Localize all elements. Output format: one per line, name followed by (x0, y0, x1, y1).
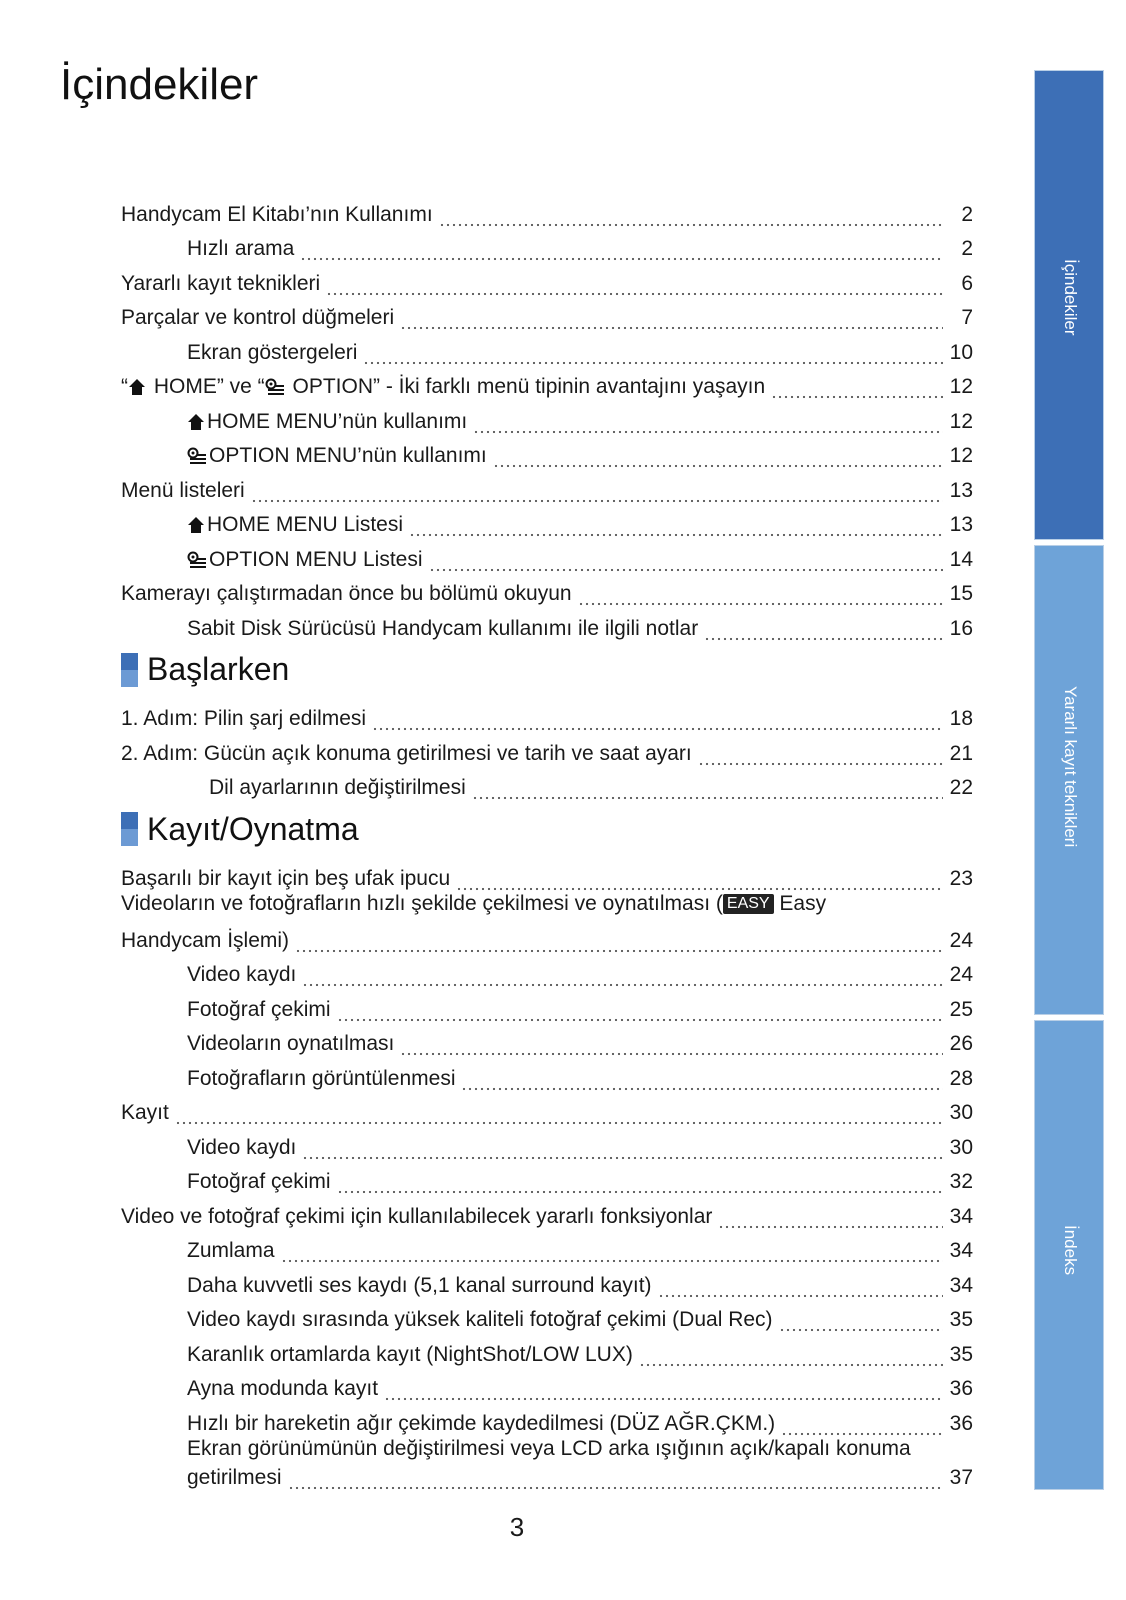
home-text: HOME” ve “ (148, 375, 265, 398)
home-icon (128, 378, 146, 396)
side-tab-techniques[interactable] (1034, 545, 1104, 1015)
option-text: OPTION” - İki farklı menü tipinin avantajını yaşayın (286, 375, 766, 398)
side-tab-label: İndeks (1061, 1225, 1080, 1276)
toc-entry-label: Kamerayı çalıştırmadan önce bu bölümü okuyun (121, 582, 572, 605)
leader-dots (698, 746, 943, 766)
toc-entry[interactable] (121, 1298, 973, 1333)
toc-entry[interactable] (121, 1332, 973, 1367)
toc-entry-label: Video kaydı (187, 1135, 297, 1159)
toc-entry-label: Menü listeleri (121, 478, 245, 502)
toc-entry[interactable] (121, 365, 973, 400)
toc-entry[interactable] (121, 192, 973, 227)
toc-entry-label: Hızlı arama (187, 237, 295, 260)
leader-dots (779, 1312, 943, 1332)
leader-dots (175, 1105, 943, 1125)
toc-entry-label (187, 443, 487, 468)
toc-entry-label: Karanlık ortamlarda kayıt (NightShot/LOW LUX) (187, 1342, 633, 1366)
toc-entry-text: Videoların ve fotoğrafların hızlı şekilde çekilmesi ve oynatılması ( (121, 891, 723, 915)
toc-entry-label: Videoların oynatılması (187, 1032, 395, 1055)
toc-entry[interactable] (121, 434, 973, 469)
table-of-contents (121, 192, 973, 1490)
toc-entry-label: Dil ayarlarının değiştirilmesi (209, 776, 466, 799)
toc-entry[interactable] (121, 891, 973, 953)
toc-entry[interactable] (121, 731, 973, 766)
section-heading (121, 802, 973, 856)
page-number: 3 (509, 1512, 525, 1542)
toc-entry-label: Video ve fotoğraf çekimi için kullanılabilecek yararlı fonksiyonlar (121, 1204, 713, 1228)
toc-entry-label: Video kaydı sırasında yüksek kaliteli fotoğraf çekimi (Dual Rec) (187, 1308, 773, 1331)
toc-entry-page: 7 (961, 306, 973, 329)
toc-entry-page: 34 (949, 1273, 973, 1297)
toc-entry[interactable] (121, 468, 973, 503)
toc-entry-text: OPTION MENU’nün kullanımı (209, 444, 487, 467)
toc-entry-page: 37 (949, 1465, 973, 1489)
leader-dots (337, 1002, 943, 1022)
toc-entry[interactable] (121, 1401, 973, 1436)
leader-dots (472, 780, 943, 800)
toc-entry-label: Daha kuvvetli ses kaydı (5,1 kanal surround kayıt) (187, 1273, 652, 1297)
section-title: Başlarken (147, 651, 290, 687)
section-bar-icon (121, 812, 138, 846)
toc-entry-label-line1: Ekran görünümünün değiştirilmesi veya LCD arka ışığının açık/kapalı konuma (187, 1436, 911, 1460)
toc-entry-page: 13 (949, 478, 973, 502)
leader-dots (429, 552, 943, 572)
toc-entry-label: Başarılı bir kayıt için beş ufak ipucu (121, 866, 451, 890)
toc-entry-label: Yararlı kayıt teknikleri (121, 271, 321, 295)
toc-entry[interactable] (121, 606, 973, 641)
toc-entry-page: 34 (949, 1204, 973, 1228)
leader-dots (439, 207, 943, 227)
open-quote: “ (121, 375, 128, 398)
section-title: Kayıt/Oynatma (147, 810, 359, 847)
toc-entry-label: 2. Adım: Gücün açık konuma getirilmesi ve tarih ve saat ayarı (121, 741, 692, 765)
leader-dots (302, 967, 943, 987)
toc-entry-label: Sabit Disk Sürücüsü Handycam kullanımı ile ilgili notlar (187, 616, 699, 640)
toc-entry[interactable] (121, 1091, 973, 1126)
toc-entry-page: 34 (949, 1239, 973, 1262)
toc-entry-page: 22 (949, 776, 973, 799)
option-icon (265, 378, 285, 396)
toc-entry-text: HOME MENU Listesi (207, 513, 404, 536)
leader-dots (302, 1140, 943, 1160)
home-icon (187, 516, 205, 534)
leader-dots (578, 586, 943, 606)
leader-dots (493, 448, 943, 468)
leader-dots (384, 1381, 943, 1401)
leader-dots (372, 711, 943, 731)
toc-entry-page: 21 (949, 741, 973, 765)
toc-entry[interactable] (121, 953, 973, 988)
toc-entry-label: 1. Adım: Pilin şarj edilmesi (121, 707, 367, 730)
section-heading (121, 643, 973, 697)
toc-entry-label: Handycam El Kitabı’nın Kullanımı (121, 202, 433, 226)
side-tab-contents[interactable] (1034, 70, 1104, 540)
toc-entry-page: 12 (949, 375, 973, 398)
toc-entry-page: 35 (949, 1308, 973, 1331)
toc-entry[interactable] (121, 1229, 973, 1264)
section-bar-icon (121, 653, 138, 687)
toc-entry-label: Video kaydı (187, 963, 297, 986)
toc-entry[interactable] (121, 503, 973, 538)
toc-entry[interactable] (121, 1367, 973, 1402)
toc-entry-label: Kayıt (121, 1101, 169, 1124)
leader-dots (400, 310, 943, 330)
toc-entry-label (121, 374, 765, 399)
leader-dots (251, 483, 943, 503)
toc-entry[interactable] (121, 227, 973, 262)
toc-entry-page: 14 (949, 547, 973, 571)
home-icon (187, 413, 205, 431)
leader-dots (281, 1243, 943, 1263)
toc-entry[interactable] (121, 537, 973, 572)
side-tab-label: Yararlı kayıt teknikleri (1061, 686, 1080, 848)
toc-entry-page: 32 (949, 1170, 973, 1193)
toc-entry-label: Ayna modunda kayıt (187, 1377, 379, 1400)
toc-entry-page: 2 (961, 237, 973, 260)
toc-entry[interactable] (121, 296, 973, 331)
toc-entry-page: 28 (949, 1066, 973, 1090)
toc-entry-text: OPTION MENU Listesi (209, 547, 423, 571)
toc-entry[interactable] (121, 1160, 973, 1195)
toc-entry-page: 18 (949, 707, 973, 730)
toc-entry-label-line1 (121, 891, 973, 918)
toc-entry-page: 36 (949, 1377, 973, 1400)
page-title: İçindekiler (60, 60, 259, 109)
toc-entry[interactable] (121, 987, 973, 1022)
toc-entry-label: Fotoğrafların görüntülenmesi (187, 1066, 456, 1090)
toc-entry-label (187, 512, 403, 537)
toc-entry[interactable] (121, 1263, 973, 1298)
toc-entry-text: Easy (773, 891, 827, 915)
toc-entry-page: 2 (961, 202, 973, 226)
leader-dots (400, 1036, 943, 1056)
toc-entry-page: 23 (949, 866, 973, 890)
leader-dots (658, 1278, 943, 1298)
toc-entry-page: 36 (949, 1411, 973, 1435)
toc-entry[interactable] (121, 261, 973, 296)
toc-entry-label: Hızlı bir hareketin ağır çekimde kaydedilmesi (DÜZ AĞR.ÇKM.) (187, 1411, 776, 1435)
easy-badge-icon: EASY (723, 894, 774, 914)
toc-entry[interactable] (121, 1022, 973, 1057)
toc-entry[interactable] (121, 697, 973, 732)
toc-entry-page: 6 (961, 271, 973, 295)
side-tab-label: İçindekiler (1061, 259, 1080, 336)
toc-entry-label (187, 547, 423, 572)
leader-dots (326, 276, 943, 296)
toc-entry-label: Fotoğraf çekimi (187, 997, 331, 1021)
toc-entry-page: 24 (949, 928, 973, 952)
leader-dots (337, 1174, 943, 1194)
leader-dots (409, 517, 943, 537)
toc-entry-page: 24 (949, 963, 973, 986)
toc-entry-page: 16 (949, 616, 973, 640)
option-icon (187, 551, 207, 569)
leader-dots (295, 933, 943, 953)
toc-entry-page: 26 (949, 1032, 973, 1055)
leader-dots (456, 871, 943, 891)
toc-entry-label (187, 409, 467, 434)
toc-entry[interactable] (121, 1436, 973, 1490)
toc-entry-page: 25 (949, 997, 973, 1021)
toc-entry-label: Parçalar ve kontrol düğmeleri (121, 306, 395, 329)
leader-dots (300, 241, 943, 261)
toc-entry[interactable] (121, 766, 973, 801)
side-tab-index[interactable] (1034, 1020, 1104, 1490)
toc-entry[interactable] (121, 1125, 973, 1160)
leader-dots (718, 1209, 943, 1229)
leader-dots (704, 621, 943, 641)
leader-dots (781, 1416, 943, 1436)
leader-dots (288, 1470, 943, 1490)
option-icon (187, 447, 207, 465)
leader-dots (639, 1347, 943, 1367)
leader-dots (771, 379, 943, 399)
toc-entry[interactable] (121, 1056, 973, 1091)
toc-entry-label: Zumlama (187, 1239, 275, 1262)
toc-entry-label-line2: Handycam İşlemi) (121, 928, 290, 952)
toc-entry-label-line2: getirilmesi (187, 1465, 282, 1489)
toc-entry-page: 13 (949, 513, 973, 536)
toc-entry-page: 12 (949, 444, 973, 467)
leader-dots (473, 414, 943, 434)
leader-dots (363, 345, 943, 365)
toc-entry-page: 10 (949, 340, 973, 364)
toc-entry-label: Ekran göstergeleri (187, 340, 358, 364)
toc-entry[interactable] (121, 856, 973, 891)
toc-entry[interactable] (121, 330, 973, 365)
toc-entry[interactable] (121, 399, 973, 434)
toc-entry-label: Fotoğraf çekimi (187, 1170, 331, 1193)
toc-entry-page: 30 (949, 1101, 973, 1124)
leader-dots (461, 1071, 943, 1091)
toc-entry[interactable] (121, 1194, 973, 1229)
toc-entry-page: 15 (949, 582, 973, 605)
toc-entry-page: 12 (949, 409, 973, 433)
toc-entry-page: 35 (949, 1342, 973, 1366)
toc-entry-text: HOME MENU’nün kullanımı (207, 409, 468, 433)
toc-entry-page: 30 (949, 1135, 973, 1159)
toc-entry[interactable] (121, 572, 973, 607)
